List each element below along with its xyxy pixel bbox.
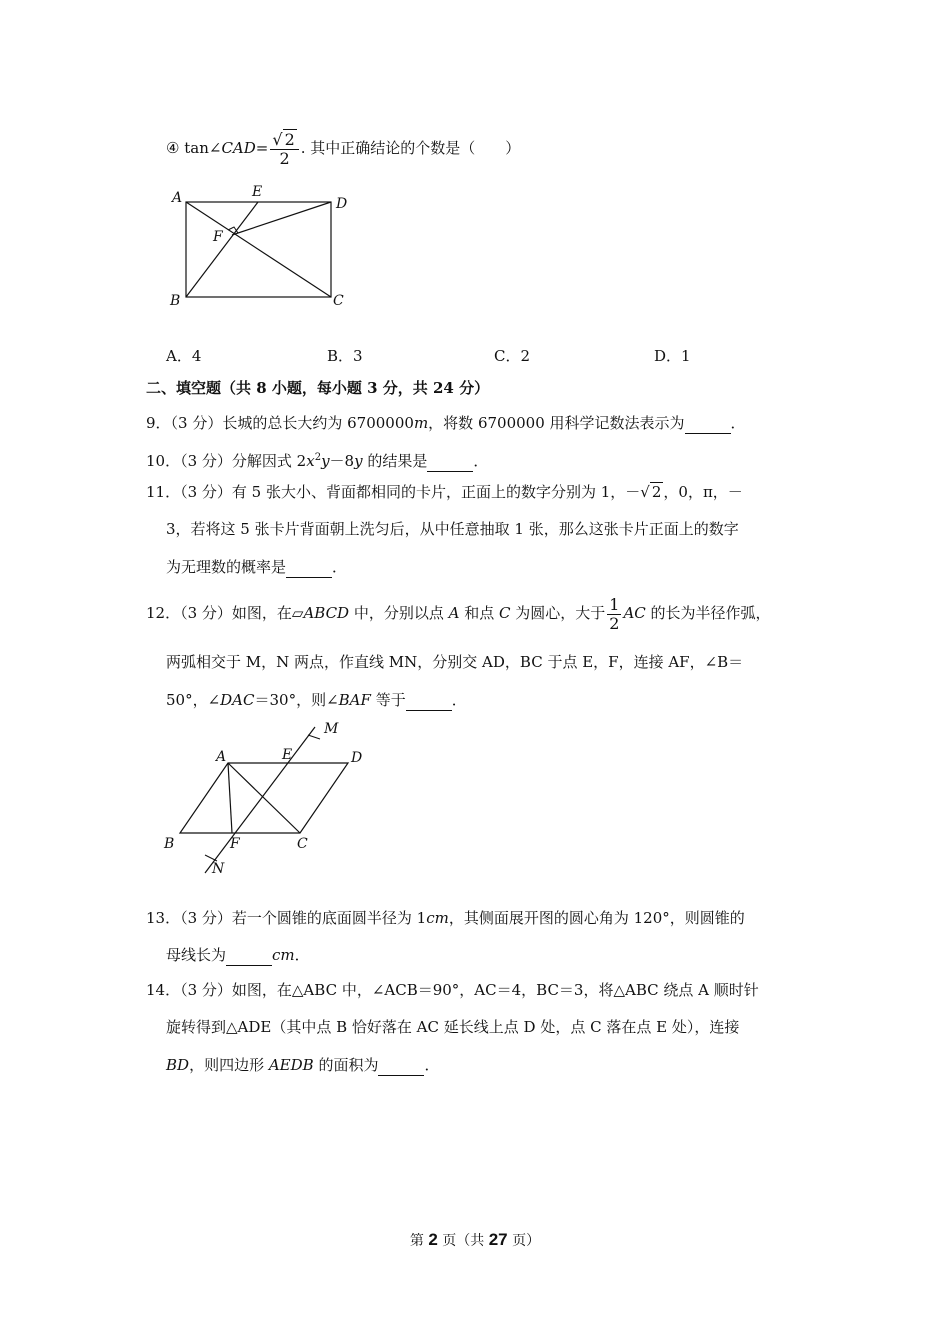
answer-blank bbox=[406, 690, 452, 711]
q10-x: x bbox=[306, 452, 315, 470]
q11-radicand: 2 bbox=[651, 483, 662, 501]
q10-y: y bbox=[321, 452, 330, 470]
q12-baf: BAF bbox=[338, 691, 371, 709]
q13-cm: cm bbox=[426, 909, 449, 927]
q9-text: 9．（3 分）长城的总长大约为 6700000 bbox=[146, 414, 414, 432]
label-a: A bbox=[216, 749, 227, 765]
question-10 bbox=[146, 448, 488, 472]
label-f: F bbox=[230, 836, 240, 852]
label-f: F bbox=[213, 229, 223, 245]
question-11-line3 bbox=[166, 557, 347, 578]
page-number: 2 bbox=[428, 1230, 438, 1249]
segment-df bbox=[232, 202, 331, 235]
q14-end: ． bbox=[424, 1056, 440, 1074]
question-11-line1 bbox=[146, 482, 743, 502]
label-a: A bbox=[172, 190, 183, 206]
choice-a: A．4 bbox=[166, 347, 202, 365]
q10-exponent: 2 bbox=[314, 452, 322, 463]
question-13-line2 bbox=[166, 945, 310, 966]
item-marker: ④ bbox=[166, 139, 180, 157]
segment-ac bbox=[228, 763, 300, 833]
question-12-line3 bbox=[166, 690, 467, 711]
q10-y2: y bbox=[354, 452, 363, 470]
q13-text-b: ，其侧面展开图的圆心角为 120°，则圆锥的 bbox=[448, 909, 745, 927]
q10-end: ． bbox=[473, 452, 489, 470]
q8-tail-line bbox=[166, 128, 520, 168]
fraction-sqrt2-over-2 bbox=[270, 131, 298, 168]
q11-text-b: ，0，π，－ bbox=[663, 483, 743, 501]
q8-question-text: . 其中正确结论的个数是（ ） bbox=[300, 139, 521, 157]
footer-prefix: 第 bbox=[409, 1233, 429, 1249]
question-12-line1 bbox=[146, 593, 771, 633]
rectangle-figure bbox=[160, 180, 360, 315]
q12-a: A bbox=[448, 604, 460, 622]
q12-text-b: 中，分别以点 bbox=[349, 604, 449, 622]
q12-abcd: ABCD bbox=[303, 604, 350, 622]
label-e: E bbox=[282, 747, 293, 763]
label-d: D bbox=[351, 750, 363, 766]
label-c: C bbox=[333, 293, 344, 309]
question-14-line3 bbox=[166, 1055, 439, 1076]
choice-d: D．1 bbox=[654, 347, 691, 365]
answer-blank bbox=[226, 945, 272, 966]
choice-c: C．2 bbox=[494, 347, 531, 365]
footer-suffix: 页） bbox=[507, 1233, 541, 1249]
label-b: B bbox=[164, 836, 175, 852]
q11-text-c: 为无理数的概率是 bbox=[166, 558, 287, 576]
q14-aedb: AEDB bbox=[268, 1056, 314, 1074]
q11-text-a: 11．（3 分）有 5 张大小、背面都相同的卡片，正面上的数字分别为 1，－ bbox=[146, 483, 641, 501]
frac-numerator: 1 bbox=[609, 594, 620, 614]
footer-mid: 页（共 bbox=[437, 1233, 489, 1249]
radicand: 2 bbox=[284, 129, 295, 149]
q12-text-h: 等于 bbox=[370, 691, 406, 709]
label-c: C bbox=[297, 836, 308, 852]
q13-end: ． bbox=[294, 946, 310, 964]
q12-dac: DAC bbox=[220, 691, 255, 709]
question-12-line2: 两弧相交于 M，N 两点，作直线 MN，分别交 AD，BC 于点 E，F，连接 AF，∠B＝ bbox=[166, 653, 744, 671]
segment-af bbox=[228, 763, 232, 833]
frac-denominator: 2 bbox=[279, 148, 290, 168]
q12-text-d: 为圆心，大于 bbox=[510, 604, 606, 622]
q12-text-e: 的长为半径作弧， bbox=[645, 604, 771, 622]
question-14-line1: 14．（3 分）如图，在△ABC 中，∠ACB＝90°，AC＝4，BC＝3，将△ABC 绕点 A 顺时针 bbox=[146, 981, 759, 999]
q13-text-c: 母线长为 bbox=[166, 946, 227, 964]
q12-text-g: ＝30°，则∠ bbox=[254, 691, 339, 709]
question-14-line2: 旋转得到△ADE（其中点 B 恰好落在 AC 延长线上点 D 处，点 C 落在点 E 处），连接 bbox=[166, 1018, 740, 1036]
q12-end: ． bbox=[451, 691, 467, 709]
q12-text-a: 12．（3 分）如图，在▱ bbox=[146, 604, 304, 622]
answer-blank bbox=[685, 413, 731, 434]
fraction-half bbox=[607, 596, 621, 633]
frac-denominator: 2 bbox=[609, 613, 620, 633]
sqrt-sign: √ 2 bbox=[272, 129, 295, 149]
expr-lead: tan∠ bbox=[184, 139, 222, 157]
q10-lead: 10．（3 分）分解因式 2 bbox=[146, 452, 307, 470]
answer-blank bbox=[427, 451, 473, 472]
label-d: D bbox=[336, 196, 348, 212]
q12-ac: AC bbox=[623, 604, 646, 622]
page-footer bbox=[0, 1230, 950, 1250]
sqrt-2: √ 2 bbox=[640, 483, 662, 501]
question-13-line1 bbox=[146, 908, 745, 928]
q12-text-c: 和点 bbox=[459, 604, 500, 622]
q10-tail: 的结果是 bbox=[362, 452, 428, 470]
section-title: 二、填空题（共 8 小题，每小题 3 分，共 24 分） bbox=[146, 379, 490, 397]
expr-var: CAD bbox=[221, 139, 256, 157]
question-11-line2: 3，若将这 5 张卡片背面朝上洗匀后，从中任意抽取 1 张，那么这张卡片正面上的数字 bbox=[166, 520, 739, 538]
q13-text-a: 13．（3 分）若一个圆锥的底面圆半径为 1 bbox=[146, 909, 427, 927]
q11-end: ． bbox=[332, 558, 348, 576]
q9-end: ． bbox=[730, 414, 746, 432]
label-e: E bbox=[252, 184, 263, 200]
segment-ac bbox=[186, 202, 331, 297]
parallelogram-figure bbox=[160, 715, 380, 880]
expr-eq: = bbox=[255, 139, 269, 157]
q9-unit: m bbox=[413, 414, 429, 432]
q9-tail: ，将数 6700000 用科学记数法表示为 bbox=[428, 414, 685, 432]
answer-blank bbox=[378, 1055, 424, 1076]
q14-text-b: 的面积为 bbox=[313, 1056, 379, 1074]
q14-bd: BD bbox=[166, 1056, 190, 1074]
answer-blank bbox=[286, 557, 332, 578]
question-9 bbox=[146, 413, 746, 434]
total-pages: 27 bbox=[488, 1230, 508, 1249]
q10-minus: －8 bbox=[329, 452, 355, 470]
segment-be bbox=[186, 202, 258, 297]
label-b: B bbox=[170, 293, 181, 309]
q14-text-a: ，则四边形 bbox=[189, 1056, 269, 1074]
arc-mark-m bbox=[308, 735, 320, 739]
q12-text-f: 50°，∠ bbox=[166, 691, 221, 709]
choice-b: B．3 bbox=[327, 347, 363, 365]
label-n: N bbox=[212, 861, 225, 877]
q13-unit: cm bbox=[272, 946, 295, 964]
label-m: M bbox=[324, 721, 339, 737]
q12-c: C bbox=[499, 604, 511, 622]
